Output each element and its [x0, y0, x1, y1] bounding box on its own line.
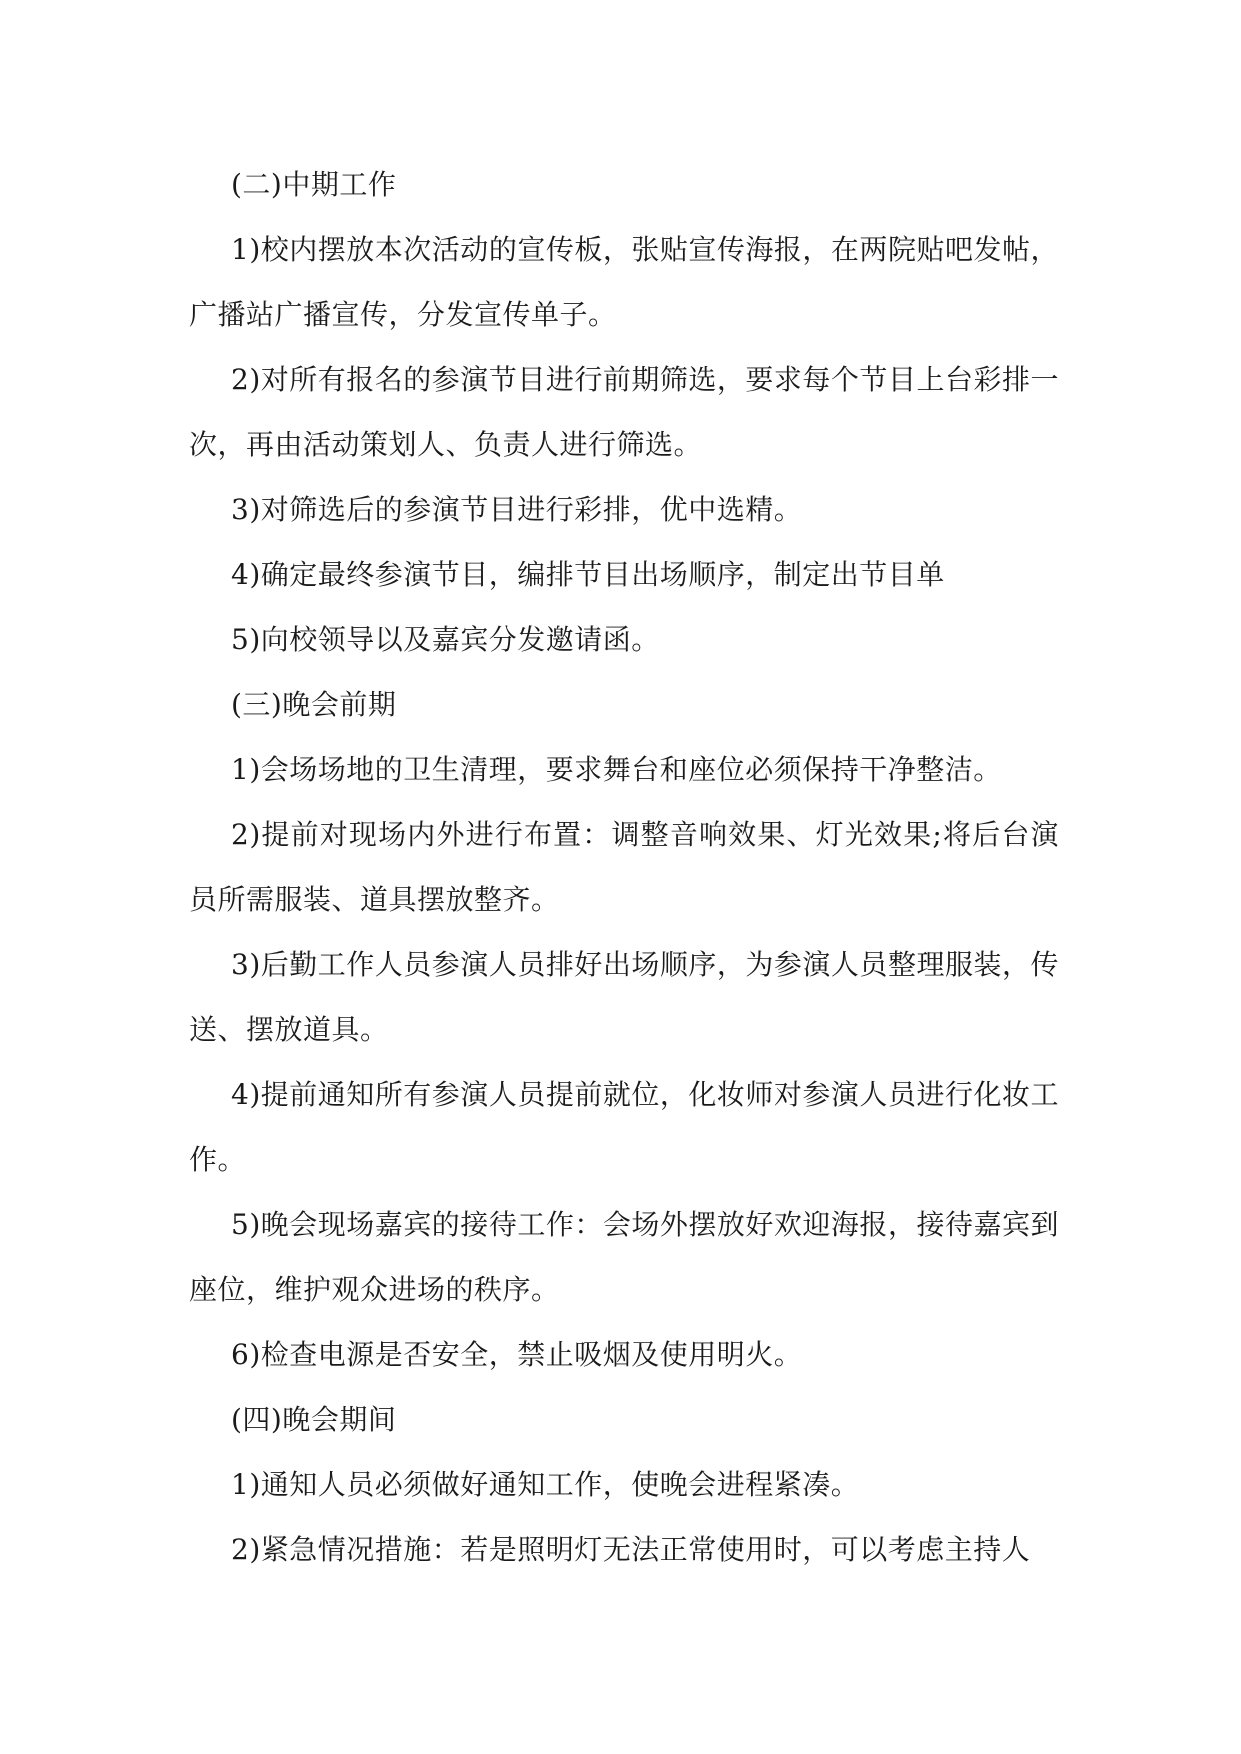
document-body	[189, 152, 1059, 1582]
paragraph: 2)对所有报名的参演节目进行前期筛选，要求每个节目上台彩排一次，再由活动策划人、负责人进行筛选。	[189, 363, 1059, 461]
paragraph: 6)检查电源是否安全，禁止吸烟及使用明火。	[231, 1338, 803, 1371]
paragraph: 4)确定最终参演节目，编排节目出场顺序，制定出节目单	[231, 558, 945, 591]
paragraph: 1)通知人员必须做好通知工作，使晚会进程紧凑。	[231, 1468, 860, 1501]
section-heading-mid-term: (二)中期工作	[231, 168, 397, 201]
paragraph: 3)后勤工作人员参演人员排好出场顺序，为参演人员整理服装，传送、摆放道具。	[189, 948, 1059, 1046]
section-heading-pre-gala: (三)晚会前期	[231, 688, 397, 721]
paragraph: 1)会场场地的卫生清理，要求舞台和座位必须保持干净整洁。	[231, 753, 1002, 786]
section-heading-during-gala: (四)晚会期间	[231, 1403, 397, 1436]
paragraph: 2)提前对现场内外进行布置：调整音响效果、灯光效果;将后台演员所需服装、道具摆放整齐。	[189, 818, 1059, 916]
paragraph: 3)对筛选后的参演节目进行彩排，优中选精。	[231, 493, 803, 526]
paragraph: 4)提前通知所有参演人员提前就位，化妆师对参演人员进行化妆工作。	[189, 1078, 1059, 1176]
paragraph: 5)向校领导以及嘉宾分发邀请函。	[231, 623, 660, 656]
paragraph: 2)紧急情况措施：若是照明灯无法正常使用时，可以考虑主持人	[231, 1533, 1031, 1566]
paragraph: 5)晚会现场嘉宾的接待工作：会场外摆放好欢迎海报，接待嘉宾到座位，维护观众进场的秩序。	[189, 1208, 1059, 1306]
paragraph: 1)校内摆放本次活动的宣传板，张贴宣传海报，在两院贴吧发帖，广播站广播宣传，分发宣传单子。	[189, 233, 1059, 331]
